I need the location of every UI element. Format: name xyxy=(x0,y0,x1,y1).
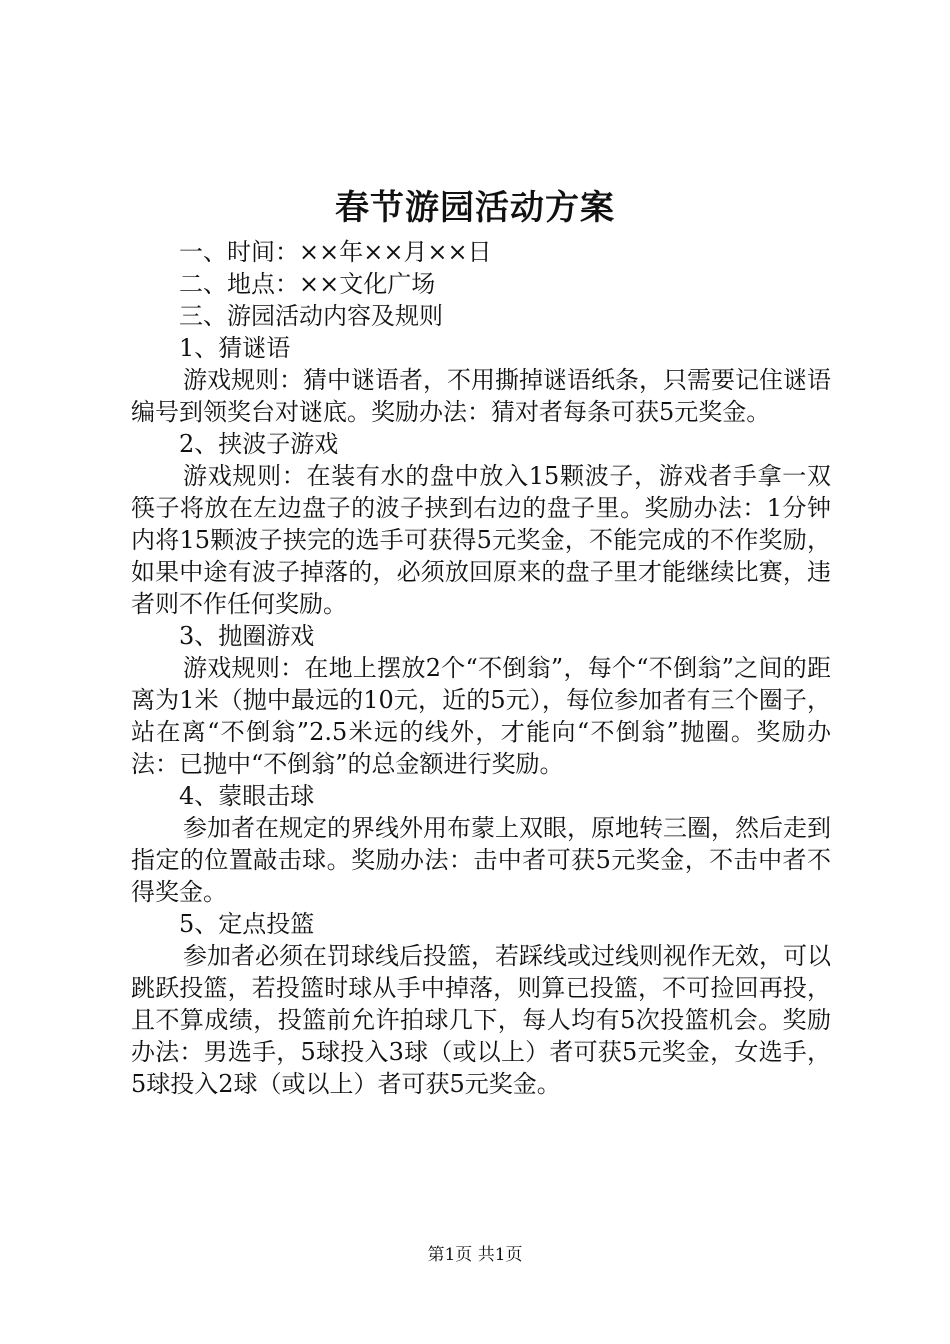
section-text-blindfold: 参加者在规定的界线外用布蒙上双眼，原地转三圈，然后走到指定的位置敲击球。奖励办法：击中者可获5元奖金，不击中者不得奖金。 xyxy=(131,814,831,906)
page-footer: 第1页 共1页 xyxy=(427,1245,523,1265)
document-body xyxy=(131,236,831,1100)
document-title: 春节游园活动方案 xyxy=(335,188,615,228)
section-text-ring-toss: 游戏规则：在地上摆放2个“不倒翁”，每个“不倒翁”之间的距离为1米（抛中最远的10元，近的5元），每位参加者有三个圈子，站在离“不倒翁”2.5米远的线外，才能向“不倒翁”抛圈。奖励办法：已抛中“不倒翁”的总金额进行奖励。 xyxy=(131,654,831,778)
section-text-riddles: 游戏规则：猜中谜语者，不用撕掉谜语纸条，只需要记住谜语编号到领奖台对谜底。奖励办法：猜对者每条可获5元奖金。 xyxy=(131,366,831,426)
content-heading: 三、游园活动内容及规则 xyxy=(179,302,443,330)
section-heading-riddles: 1、猜谜语 xyxy=(179,334,291,362)
time-line: 一、时间：××年××月××日 xyxy=(179,238,492,266)
section-heading-shooting: 5、定点投篮 xyxy=(179,910,315,938)
section-heading-ring-toss: 3、抛圈游戏 xyxy=(179,622,315,650)
section-text-shooting: 参加者必须在罚球线后投篮，若踩线或过线则视作无效，可以跳跃投篮，若投篮时球从手中掉落，则算已投篮，不可捡回再投，且不算成绩，投篮前允许拍球几下，每人均有5次投篮机会。奖励办法：男选手，5球投入3球（或以上）者可获5元奖金，女选手，5球投入2球（或以上）者可获5元奖金。 xyxy=(131,942,831,1098)
place-line: 二、地点：××文化广场 xyxy=(179,270,436,298)
section-heading-marbles: 2、挟波子游戏 xyxy=(179,430,339,458)
section-heading-blindfold: 4、蒙眼击球 xyxy=(179,782,315,810)
section-text-marbles: 游戏规则：在装有水的盘中放入15颗波子，游戏者手拿一双筷子将放在左边盘子的波子挟到右边的盘子里。奖励办法：1分钟内将15颗波子挟完的选手可获得5元奖金，不能完成的不作奖励，如果中途有波子掉落的，必须放回原来的盘子里才能继续比赛，违者则不作任何奖励。 xyxy=(131,462,831,618)
